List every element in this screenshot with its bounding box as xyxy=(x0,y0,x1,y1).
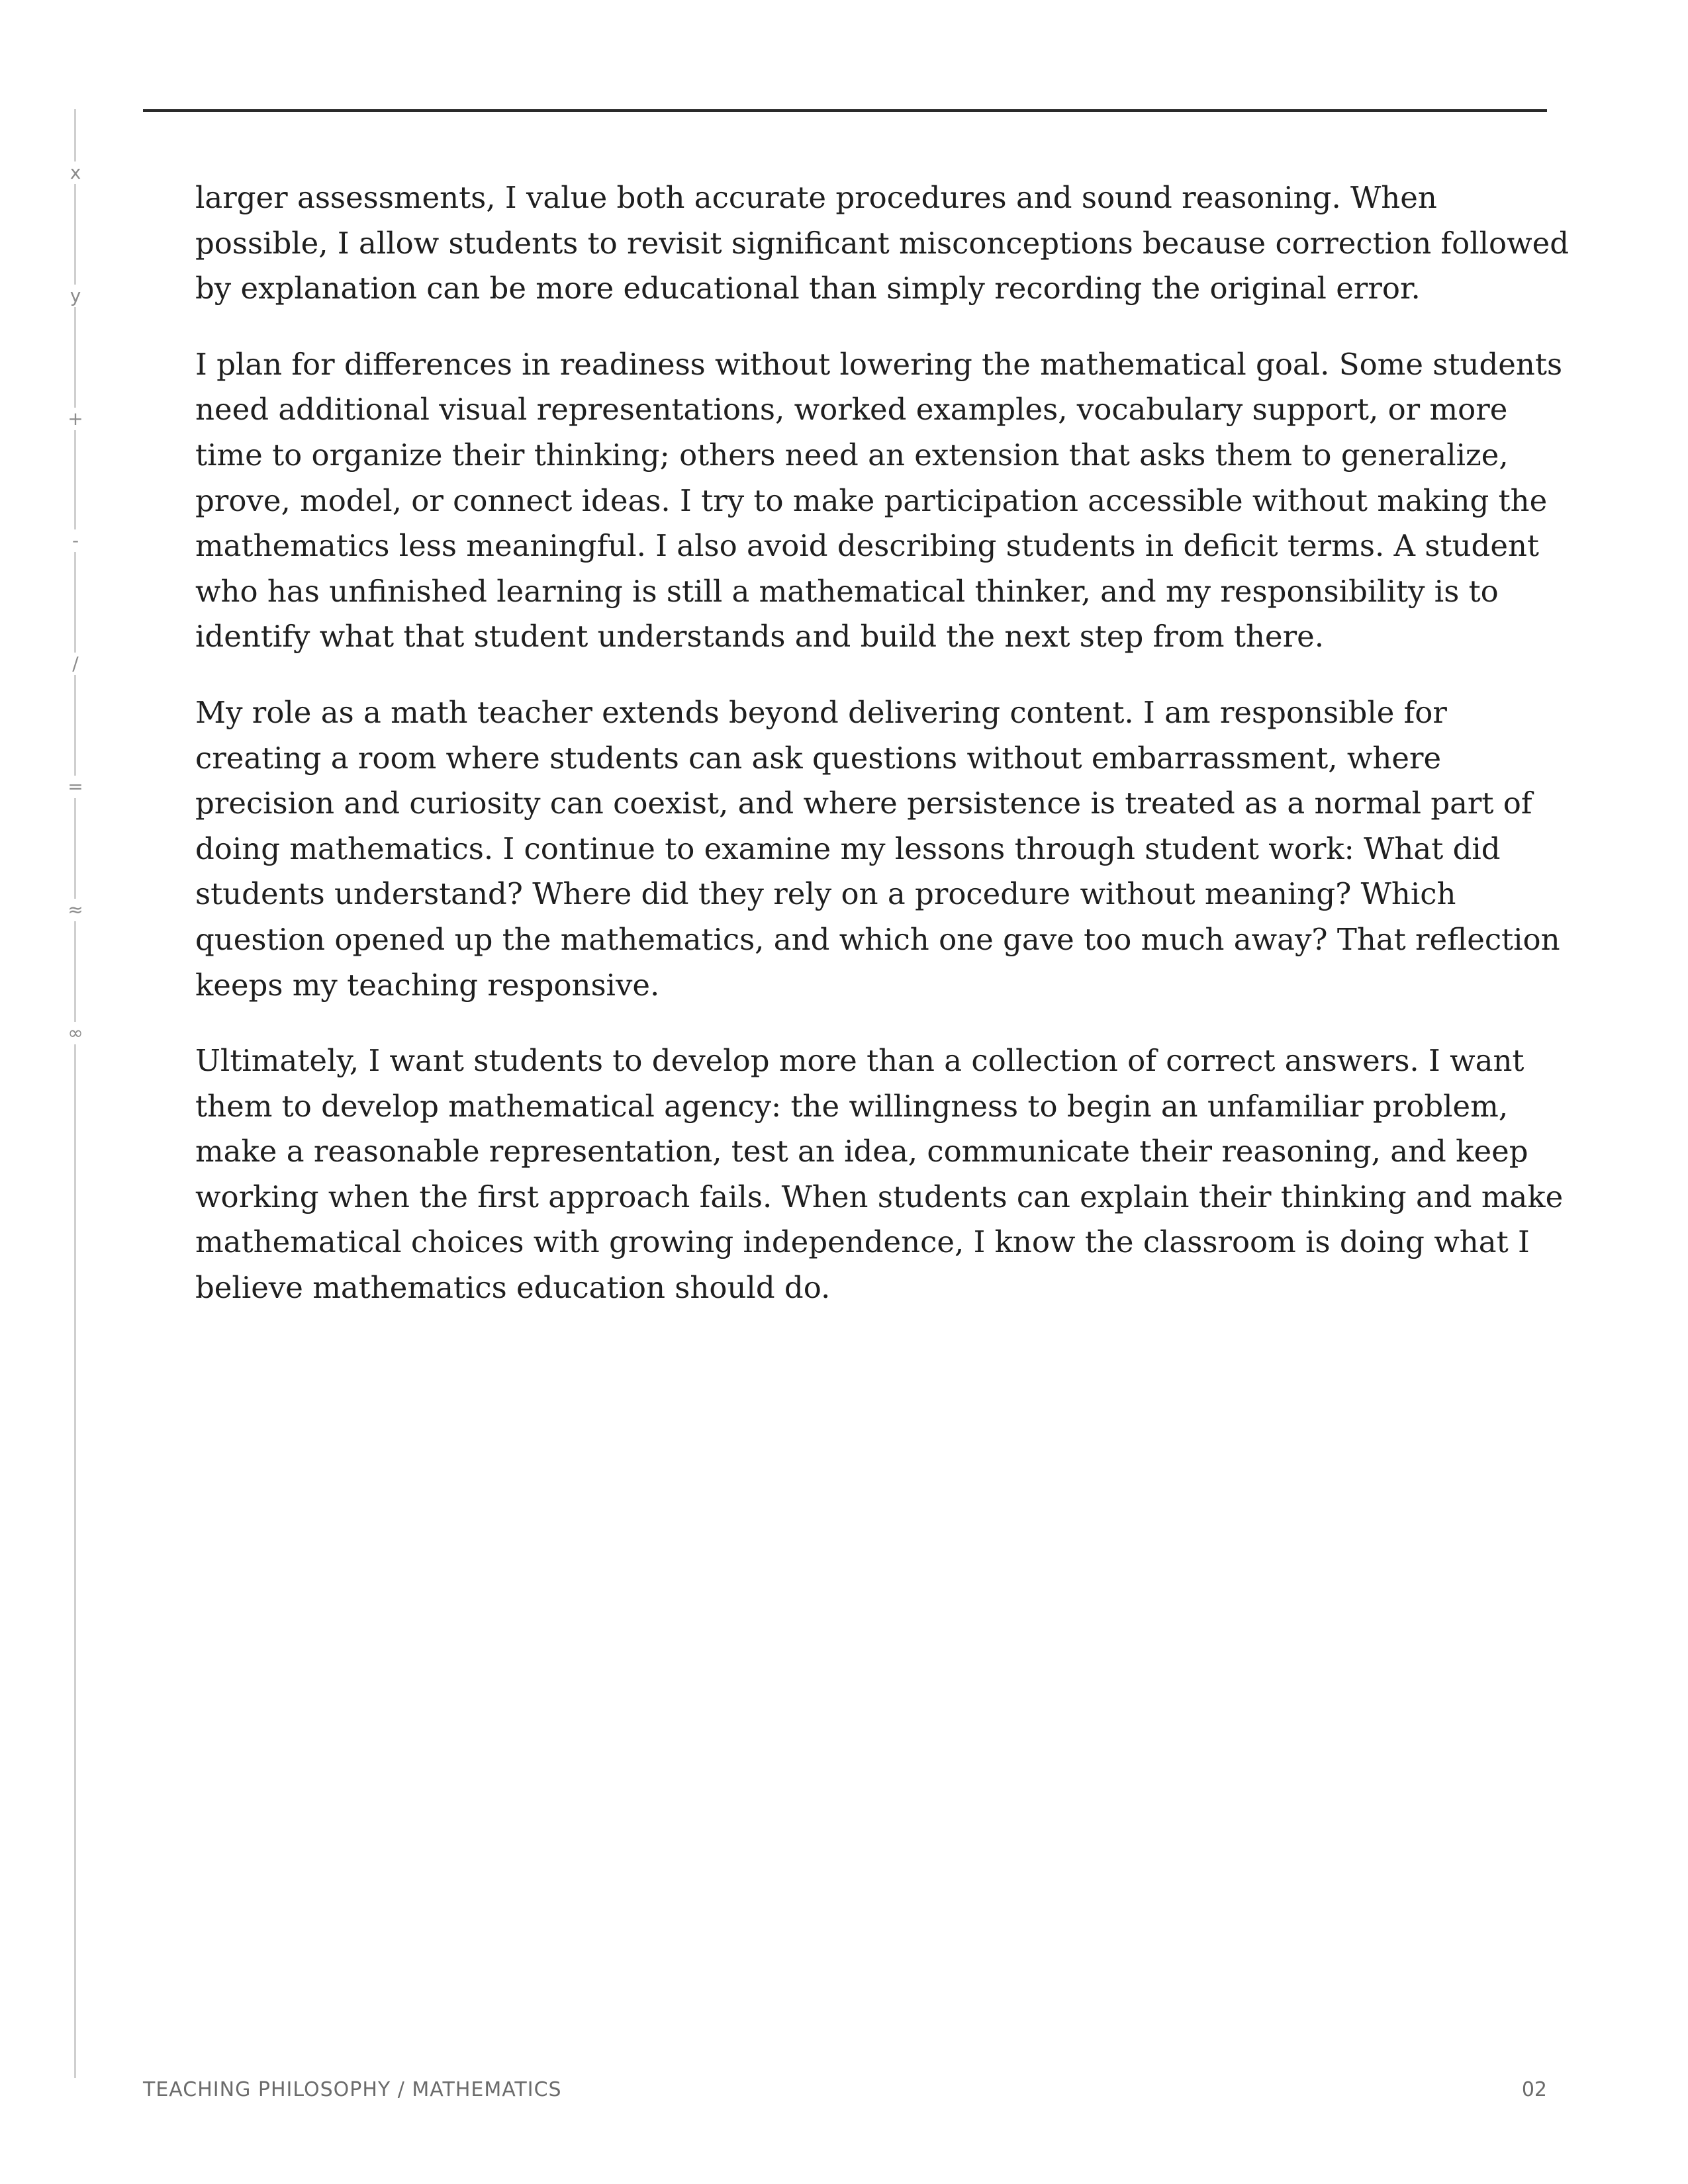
text-line: creating a room where students can ask questions without embarrassment, where xyxy=(195,740,1442,776)
text-line: My role as a math teacher extends beyond delivering content. I am responsible for xyxy=(195,694,1447,730)
body-text xyxy=(195,175,1570,1342)
text-line: possible, I allow students to revisit significant misconceptions because correction followed xyxy=(195,225,1570,261)
text-line: by explanation can be more educational than simply recording the original error. xyxy=(195,271,1421,306)
paragraph xyxy=(195,1038,1564,1311)
page-number: 02 xyxy=(1521,2078,1547,2101)
text-line: time to organize their thinking; others need an extension that asks them to generalize, xyxy=(195,437,1509,473)
text-line: mathematics less meaningful. I also avoid describing students in deficit terms. A student xyxy=(195,528,1540,564)
margin-symbol-infinity: ∞ xyxy=(64,1022,87,1044)
text-line: prove, model, or connect ideas. I try to make participation accessible without making the xyxy=(195,482,1548,518)
margin-symbol-minus: - xyxy=(64,529,87,552)
running-footer-title: TEACHING PHILOSOPHY / MATHEMATICS xyxy=(143,2078,562,2101)
margin-symbol-equals: = xyxy=(64,776,87,798)
text-line: doing mathematics. I continue to examine my lessons through student work: What did xyxy=(195,831,1501,866)
margin-symbol-slash: / xyxy=(64,653,87,675)
text-line: question opened up the mathematics, and which one gave too much away? That reflection xyxy=(195,921,1560,957)
paragraph xyxy=(195,690,1560,1008)
text-line: larger assessments, I value both accurate procedures and sound reasoning. When xyxy=(195,180,1437,215)
text-line: believe mathematics education should do. xyxy=(195,1270,831,1306)
text-line: I plan for differences in readiness without lowering the mathematical goal. Some students xyxy=(195,346,1563,382)
text-line: make a reasonable representation, test an idea, communicate their reasoning, and keep xyxy=(195,1134,1528,1169)
margin-symbol-y: y xyxy=(64,285,87,307)
text-line: precision and curiosity can coexist, and where persistence is treated as a normal part of xyxy=(195,786,1532,821)
margin-rail xyxy=(74,109,76,2078)
text-line: need additional visual representations, worked examples, vocabulary support, or more xyxy=(195,392,1508,428)
text-line: who has unfinished learning is still a mathematical thinker, and my responsibility is to xyxy=(195,573,1499,609)
paragraph xyxy=(195,342,1563,660)
paragraph xyxy=(195,175,1570,312)
text-line: Ultimately, I want students to develop more than a collection of correct answers. I want xyxy=(195,1043,1524,1079)
text-line: working when the first approach fails. When students can explain their thinking and make xyxy=(195,1179,1564,1214)
margin-symbol-plus: + xyxy=(64,408,87,430)
top-rule xyxy=(143,109,1547,112)
text-line: mathematical choices with growing independence, I know the classroom is doing what I xyxy=(195,1224,1530,1260)
text-line: students understand? Where did they rely on a procedure without meaning? Which xyxy=(195,876,1456,912)
text-line: identify what that student understands and build the next step from there. xyxy=(195,619,1325,655)
margin-symbol-x: x xyxy=(64,161,87,184)
text-line: them to develop mathematical agency: the willingness to begin an unfamiliar problem, xyxy=(195,1088,1509,1124)
text-line: keeps my teaching responsive. xyxy=(195,967,660,1003)
margin-symbol-approx: ≈ xyxy=(64,899,87,921)
